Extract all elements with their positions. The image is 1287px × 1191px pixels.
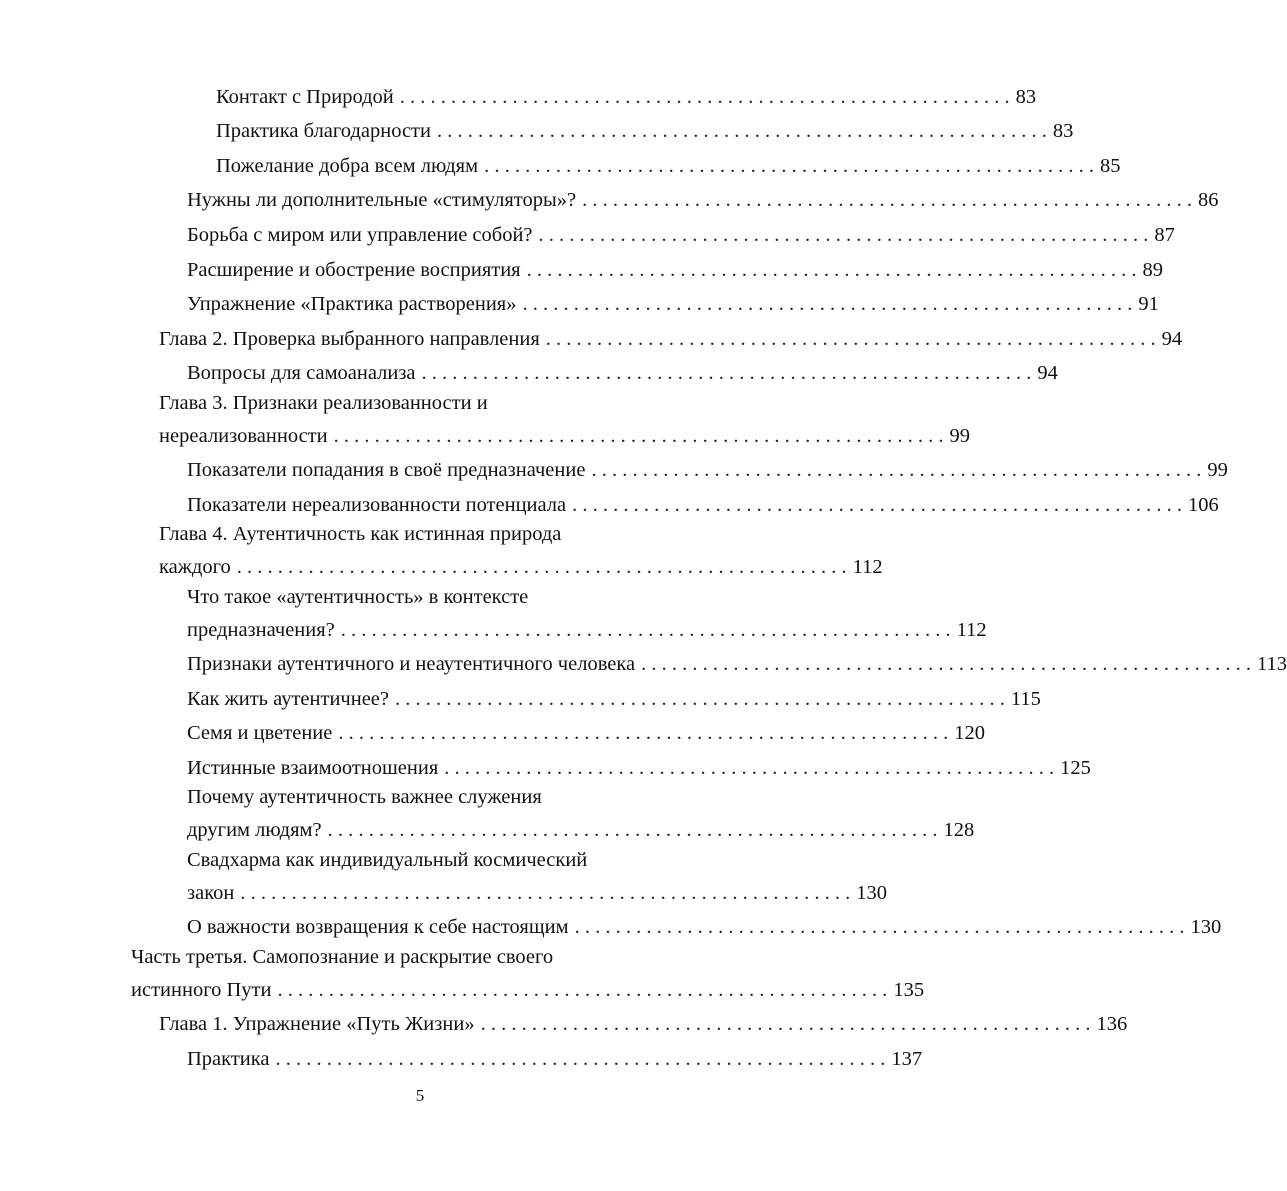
toc-entry-title: Контакт с Природой	[216, 85, 394, 108]
toc-entry[interactable]	[187, 256, 1163, 285]
toc-entry-page-number: 125	[1060, 756, 1091, 779]
toc-entry[interactable]	[187, 456, 1228, 485]
toc-entry-title-first-line: Глава 4. Аутентичность как истинная природа	[159, 522, 562, 545]
dot-leader: . . . . . . . . . . . . . . . . . . . . . . . . . . . . . . . . . . . . . . . . . . . . . . . . . . . . . . . . . . . .	[480, 1012, 1091, 1035]
toc-entry-page-number: 136	[1096, 1012, 1128, 1035]
toc-entry-page-number: 83	[1052, 119, 1074, 142]
toc-entry-line	[216, 152, 1121, 181]
dot-leader: . . . . . . . . . . . . . . . . . . . . . . . . . . . . . . . . . . . . . . . . . . . . . . . . . . . . . . . . . . . .	[591, 458, 1202, 481]
toc-entry-title: предназначения?	[187, 618, 335, 641]
dot-leader: . . . . . . . . . . . . . . . . . . . . . . . . . . . . . . . . . . . . . . . . . . . . . . . . . . . . . . . . . . . .	[338, 721, 949, 744]
toc-entry-title: Практика	[187, 1047, 270, 1070]
toc-entry-title: Признаки аутентичного и неаутентичного человека	[187, 652, 636, 675]
toc-entry-page-number: 89	[1142, 258, 1163, 281]
toc-entry[interactable]	[187, 754, 1091, 783]
toc-entry-line	[187, 685, 1041, 714]
toc-entry[interactable]	[216, 117, 1074, 146]
toc-entry-line	[187, 221, 1175, 250]
dot-leader: . . . . . . . . . . . . . . . . . . . . . . . . . . . . . . . . . . . . . . . . . . . . . . . . . . . . . . . . . . . .	[327, 818, 938, 841]
toc-entry-page-number: 128	[943, 818, 975, 841]
toc-entry-page-number: 83	[1015, 85, 1037, 108]
toc-entry-title-first-line: Часть третья. Самопознание и раскрытие своего	[131, 945, 554, 968]
toc-entry-line	[187, 816, 975, 845]
dot-leader: . . . . . . . . . . . . . . . . . . . . . . . . . . . . . . . . . . . . . . . . . . . . . . . . . . . . . . . . . . . .	[538, 223, 1149, 246]
dot-leader: . . . . . . . . . . . . . . . . . . . . . . . . . . . . . . . . . . . . . . . . . . . . . . . . . . . . . . . . . . . .	[522, 292, 1133, 315]
toc-entry-title: Нужны ли дополнительные «стимуляторы»?	[187, 188, 577, 211]
toc-entry-title-first-line: Свадхарма как индивидуальный космический	[187, 848, 588, 871]
toc-entry-title-first-line: Что такое «аутентичность» в контексте	[187, 585, 529, 608]
toc-entry[interactable]	[187, 583, 987, 645]
toc-entry-title-first-line: Глава 3. Признаки реализованности и	[159, 391, 488, 414]
dot-leader: . . . . . . . . . . . . . . . . . . . . . . . . . . . . . . . . . . . . . . . . . . . . . . . . . . . . . . . . . . . .	[275, 1047, 886, 1070]
dot-leader: . . . . . . . . . . . . . . . . . . . . . . . . . . . . . . . . . . . . . . . . . . . . . . . . . . . . . . . . . . . .	[236, 555, 847, 578]
toc-entry-line	[159, 422, 970, 451]
dot-leader: . . . . . . . . . . . . . . . . . . . . . . . . . . . . . . . . . . . . . . . . . . . . . . . . . . . . . . . . . . . .	[240, 881, 851, 904]
toc-entry-line	[216, 117, 1074, 146]
toc-entry-title: Практика благодарности	[216, 119, 431, 142]
toc-entry-line	[187, 1045, 923, 1074]
toc-entry-title: Глава 2. Проверка выбранного направления	[159, 327, 540, 350]
toc-entry-title: Вопросы для самоанализа	[187, 361, 416, 384]
toc-entry-title: Расширение и обострение восприятия	[187, 258, 521, 281]
toc-entry[interactable]	[187, 1045, 923, 1074]
toc-entry-line	[159, 1010, 1128, 1039]
toc-entry-page-number: 137	[891, 1047, 923, 1070]
toc-entry-page-number: 130	[856, 881, 887, 904]
toc-entry-page-number: 94	[1037, 361, 1058, 384]
toc-entry-line	[187, 650, 1287, 679]
toc-entry-line	[187, 719, 985, 748]
dot-leader: . . . . . . . . . . . . . . . . . . . . . . . . . . . . . . . . . . . . . . . . . . . . . . . . . . . . . . . . . . . .	[545, 327, 1156, 350]
toc-entry-line	[187, 913, 1222, 942]
dot-leader: . . . . . . . . . . . . . . . . . . . . . . . . . . . . . . . . . . . . . . . . . . . . . . . . . . . . . . . . . . . .	[574, 915, 1185, 938]
toc-entry-line	[187, 290, 1159, 319]
toc-entry-title: Истинные взаимоотношения	[187, 756, 439, 779]
page-number: 5	[415, 1086, 425, 1105]
toc-entry-title-first-line: Почему аутентичность важнее служения	[187, 785, 542, 808]
dot-leader: . . . . . . . . . . . . . . . . . . . . . . . . . . . . . . . . . . . . . . . . . . . . . . . . . . . . . . . . . . . .	[437, 119, 1047, 142]
toc-entry-page-number: 120	[954, 721, 985, 744]
toc-entry-line	[159, 553, 883, 582]
toc-entry-title: Как жить аутентичнее?	[187, 687, 389, 710]
toc-entry-page-number: 99	[1207, 458, 1228, 481]
toc-entry-title: О важности возвращения к себе настоящим	[187, 915, 569, 938]
toc-entry[interactable]	[159, 520, 883, 582]
toc-entry-page-number: 94	[1161, 327, 1183, 350]
toc-entry[interactable]	[187, 359, 1058, 388]
toc-entry-title: Семя и цветение	[187, 721, 333, 744]
toc-entry-line	[187, 359, 1058, 388]
dot-leader: . . . . . . . . . . . . . . . . . . . . . . . . . . . . . . . . . . . . . . . . . . . . . . . . . . . . . . . . . . . .	[572, 493, 1182, 516]
toc-entry-line	[187, 616, 987, 645]
dot-leader: . . . . . . . . . . . . . . . . . . . . . . . . . . . . . . . . . . . . . . . . . . . . . . . . . . . . . . . . . . . .	[582, 188, 1192, 211]
toc-entry-title: Глава 1. Упражнение «Путь Жизни»	[159, 1012, 475, 1035]
toc-entry-page-number: 112	[956, 618, 987, 641]
toc-entry-page-number: 99	[949, 424, 970, 447]
toc-entry-page-number: 85	[1099, 154, 1121, 177]
toc-entry-page-number: 130	[1190, 915, 1222, 938]
toc-entry-line	[159, 325, 1183, 354]
toc-entry-page-number: 87	[1154, 223, 1175, 246]
toc-entry[interactable]	[187, 491, 1219, 520]
dot-leader: . . . . . . . . . . . . . . . . . . . . . . . . . . . . . . . . . . . . . . . . . . . . . . . . . . . . . . . . . . . .	[484, 154, 1094, 177]
toc-entry-title: истинного Пути	[131, 978, 272, 1001]
toc-entry-page-number: 106	[1188, 493, 1219, 516]
toc-entry-line	[187, 754, 1091, 783]
toc-entry-title: Пожелание добра всем людям	[216, 154, 479, 177]
dot-leader: . . . . . . . . . . . . . . . . . . . . . . . . . . . . . . . . . . . . . . . . . . . . . . . . . . . . . . . . . . . .	[395, 687, 1005, 710]
toc-entry-title: Показатели нереализованности потенциала	[187, 493, 567, 516]
toc-entry-line	[187, 491, 1219, 520]
toc-entry[interactable]	[131, 943, 925, 1005]
toc-entry-title: закон	[187, 881, 235, 904]
toc-entry-title: нереализованности	[159, 424, 328, 447]
toc-entry-line	[187, 256, 1163, 285]
toc-entry-page-number: 91	[1138, 292, 1159, 315]
toc-entry-line	[187, 186, 1219, 215]
toc-entry-page-number: 113	[1256, 652, 1287, 675]
toc-entry[interactable]	[216, 83, 1037, 112]
dot-leader: . . . . . . . . . . . . . . . . . . . . . . . . . . . . . . . . . . . . . . . . . . . . . . . . . . . . . . . . . . . .	[333, 424, 944, 447]
dot-leader: . . . . . . . . . . . . . . . . . . . . . . . . . . . . . . . . . . . . . . . . . . . . . . . . . . . . . . . . . . . .	[277, 978, 888, 1001]
toc-entry-page-number: 86	[1198, 188, 1219, 211]
toc-entry[interactable]	[187, 221, 1175, 250]
toc-entry[interactable]	[187, 783, 975, 845]
toc-entry[interactable]	[187, 719, 985, 748]
toc-entry[interactable]	[187, 290, 1159, 319]
dot-leader: . . . . . . . . . . . . . . . . . . . . . . . . . . . . . . . . . . . . . . . . . . . . . . . . . . . . . . . . . . . .	[526, 258, 1137, 281]
toc-entry[interactable]	[187, 186, 1219, 215]
dot-leader: . . . . . . . . . . . . . . . . . . . . . . . . . . . . . . . . . . . . . . . . . . . . . . . . . . . . . . . . . . . .	[641, 652, 1251, 675]
toc-entry-page-number: 115	[1010, 687, 1041, 710]
toc-entry-line	[187, 879, 887, 908]
toc-entry[interactable]	[187, 846, 887, 908]
toc-entry-title: другим людям?	[187, 818, 322, 841]
dot-leader: . . . . . . . . . . . . . . . . . . . . . . . . . . . . . . . . . . . . . . . . . . . . . . . . . . . . . . . . . . . .	[340, 618, 951, 641]
toc-entry[interactable]	[216, 152, 1121, 181]
dot-leader: . . . . . . . . . . . . . . . . . . . . . . . . . . . . . . . . . . . . . . . . . . . . . . . . . . . . . . . . . . . .	[444, 756, 1055, 779]
dot-leader: . . . . . . . . . . . . . . . . . . . . . . . . . . . . . . . . . . . . . . . . . . . . . . . . . . . . . . . . . . . .	[399, 85, 1010, 108]
toc-entry-line	[187, 456, 1228, 485]
toc-entry-title: каждого	[159, 555, 231, 578]
toc-entry[interactable]	[187, 650, 1287, 679]
toc-entry-title: Борьба с миром или управление собой?	[187, 223, 533, 246]
toc-entry[interactable]	[159, 325, 1183, 354]
toc-entry[interactable]	[159, 389, 970, 451]
dot-leader: . . . . . . . . . . . . . . . . . . . . . . . . . . . . . . . . . . . . . . . . . . . . . . . . . . . . . . . . . . . .	[421, 361, 1032, 384]
toc-entry[interactable]	[159, 1010, 1128, 1039]
toc-entry[interactable]	[187, 913, 1222, 942]
toc-entry-page-number: 112	[852, 555, 883, 578]
toc-entry-title: Показатели попадания в своё предназначение	[187, 458, 586, 481]
toc-entry-line	[131, 976, 925, 1005]
toc-entry-line	[216, 83, 1037, 112]
toc-entry[interactable]	[187, 685, 1041, 714]
toc-entry-title: Упражнение «Практика растворения»	[187, 292, 517, 315]
toc-entry-page-number: 135	[893, 978, 925, 1001]
